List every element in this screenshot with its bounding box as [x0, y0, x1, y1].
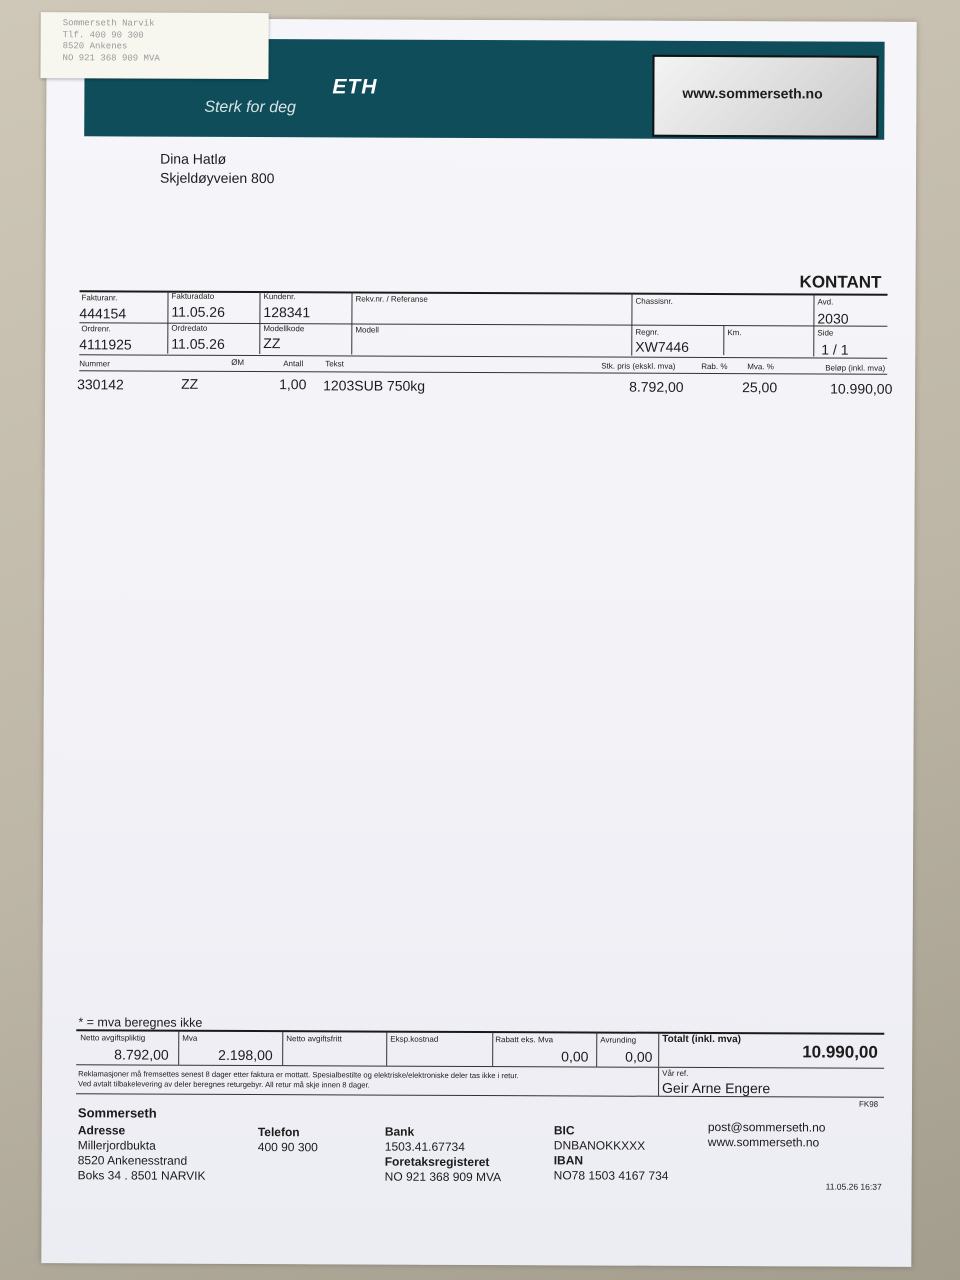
- var-ref-label: Vår ref.: [662, 1068, 689, 1078]
- grid-rule: [79, 354, 887, 359]
- chassisnr-label: Chassisnr.: [635, 296, 673, 306]
- footer-bic: [554, 1123, 669, 1184]
- address-sticker: [40, 12, 268, 79]
- footer-contact: [708, 1120, 826, 1151]
- sticker-line: 8520 Ankenes: [62, 41, 128, 52]
- col-nummer: Nummer: [79, 359, 110, 369]
- sticker-line: Sommerseth Narvik: [62, 18, 155, 29]
- adresse-line-1: Millerjordbukta: [77, 1138, 156, 1153]
- row-tekst: 1203SUB 750kg: [323, 377, 426, 394]
- telefon-value: 400 90 300: [257, 1140, 318, 1155]
- kundenr-value: 128341: [263, 304, 311, 321]
- col-belop: Beløp (inkl. mva): [825, 363, 886, 373]
- col-tekst: Tekst: [325, 359, 344, 369]
- row-belop: 10.990,00: [830, 380, 893, 397]
- divider: [386, 1032, 387, 1066]
- divider: [282, 1031, 283, 1065]
- bic-value: DNBANOKKXXX: [553, 1138, 646, 1153]
- modellkode-label: Modellkode: [263, 324, 305, 334]
- recipient-name: Dina Hatlø: [160, 150, 227, 167]
- summary-rule: [76, 1064, 884, 1069]
- ordredato-value: 11.05.26: [171, 335, 225, 352]
- iban-value: NO78 1503 4167 734: [553, 1168, 669, 1183]
- regnr-label: Regnr.: [635, 327, 659, 337]
- divider: [596, 1033, 597, 1067]
- form-code: FK98: [858, 1099, 879, 1109]
- side-value: 1 / 1: [821, 341, 849, 358]
- divider: [658, 1068, 659, 1096]
- eksp-label: Eksp.kostnad: [390, 1034, 439, 1044]
- fakturanr-value: 444154: [79, 305, 127, 322]
- netto-avgiftsfritt-label: Netto avgiftsfritt: [286, 1034, 342, 1044]
- rabatt-label: Rabatt eks. Mva: [495, 1035, 554, 1045]
- terms-line-2: Ved avtalt tilbakelevering av deler beregnes returgebyr. All retur må skje innen 8 dager.: [78, 1079, 370, 1090]
- netto-avgiftspliktig-value: 8.792,00: [114, 1046, 169, 1063]
- recipient-block: [160, 150, 275, 188]
- row-antall: 1,00: [279, 376, 307, 393]
- logo-text: ETH: [332, 75, 378, 99]
- divider: [658, 1033, 659, 1067]
- ordrenr-value: 4111925: [79, 336, 132, 353]
- fakturadato-value: 11.05.26: [171, 303, 225, 320]
- bank-label: Bank: [384, 1124, 415, 1139]
- row-nummer: 330142: [77, 376, 124, 393]
- foretak-label: Foretaksregisteret: [384, 1154, 490, 1170]
- col-om: ØM: [231, 357, 245, 367]
- row-stkpris: 8.792,00: [629, 378, 684, 395]
- col-rab: Rab. %: [701, 361, 728, 372]
- footer-email[interactable]: post@sommerseth.no: [707, 1120, 826, 1135]
- foretak-value: NO 921 368 909 MVA: [384, 1169, 502, 1185]
- rabatt-value: 0,00: [561, 1048, 589, 1065]
- rekvnr-label: Rekv.nr. / Referanse: [355, 294, 428, 304]
- payment-type: KONTANT: [799, 272, 882, 292]
- footer-company: Sommerseth: [77, 1105, 157, 1121]
- row-om: ZZ: [181, 375, 199, 392]
- website-box: [652, 55, 878, 138]
- avrunding-label: Avrunding: [600, 1035, 637, 1045]
- footer-bank: [385, 1125, 502, 1186]
- bic-label: BIC: [553, 1123, 575, 1138]
- modell-label: Modell: [355, 325, 379, 335]
- fakturanr-label: Fakturanr.: [81, 293, 118, 303]
- footer-web[interactable]: www.sommerseth.no: [707, 1135, 820, 1150]
- fakturadato-label: Fakturadato: [171, 291, 215, 301]
- kundenr-label: Kundenr.: [263, 292, 296, 302]
- totalt-label: Totalt (inkl. mva): [662, 1033, 742, 1046]
- adresse-line-3: Boks 34 . 8501 NARVIK: [77, 1168, 206, 1183]
- divider: [178, 1031, 179, 1065]
- terms-line-1: Reklamasjoner må fremsettes senest 8 dager etter faktura er mottatt. Spesialbestilte og elektriske/elektroniske deler tas ikke i retur.: [78, 1069, 519, 1081]
- divider: [492, 1032, 493, 1066]
- col-mva: Mva. %: [747, 362, 774, 372]
- avd-value: 2030: [817, 310, 849, 327]
- divider: [723, 325, 724, 355]
- netto-avgiftspliktig-label: Netto avgiftspliktig: [80, 1033, 146, 1043]
- adresse-label: Adresse: [77, 1123, 126, 1138]
- printed-timestamp: 11.05.26 16:37: [825, 1181, 882, 1192]
- avd-label: Avd.: [817, 297, 834, 307]
- col-stkpris: Stk. pris (ekskl. mva): [601, 361, 676, 371]
- website-text: www.sommerseth.no: [682, 84, 823, 102]
- invoice-paper: [41, 18, 916, 1267]
- modellkode-value: ZZ: [263, 335, 281, 352]
- adresse-line-2: 8520 Ankenesstrand: [77, 1153, 188, 1168]
- km-label: Km.: [727, 328, 742, 338]
- mva-note: * = mva beregnes ikke: [78, 1015, 203, 1030]
- regnr-value: XW7446: [635, 338, 690, 355]
- sticker-line: Tlf. 400 90 300: [62, 29, 144, 41]
- avrunding-value: 0,00: [625, 1048, 653, 1065]
- mva-value: 2.198,00: [218, 1046, 273, 1064]
- ordrenr-label: Ordrenr.: [81, 324, 111, 334]
- telefon-label: Telefon: [257, 1125, 300, 1140]
- row-mva: 25,00: [742, 379, 778, 396]
- sticker-line: NO 921 368 909 MVA: [62, 53, 160, 64]
- recipient-street: Skjeldøyveien 800: [159, 169, 275, 187]
- summary-rule: [76, 1029, 884, 1035]
- ordredato-label: Ordredato: [171, 323, 208, 333]
- totalt-value: 10.990,00: [802, 1042, 878, 1062]
- bank-value: 1503.41.67734: [384, 1139, 465, 1154]
- footer-address: [78, 1123, 206, 1184]
- col-antall: Antall: [283, 359, 304, 369]
- footer-phone: [258, 1125, 318, 1155]
- var-ref-value: Geir Arne Engere: [662, 1079, 771, 1097]
- side-label: Side: [817, 328, 834, 338]
- iban-label: IBAN: [553, 1153, 584, 1168]
- mva-label: Mva: [182, 1033, 198, 1043]
- slogan: Sterk for deg: [204, 98, 296, 117]
